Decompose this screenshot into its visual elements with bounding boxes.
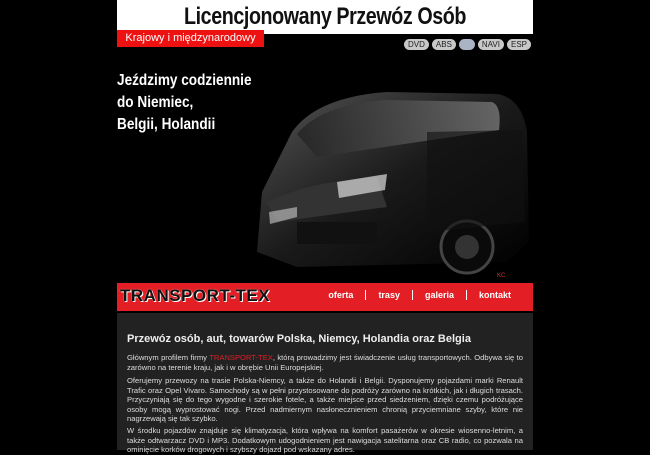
feature-navi: NAVI bbox=[478, 39, 504, 50]
svg-text:KC: KC bbox=[497, 273, 506, 279]
snowflake-icon bbox=[459, 39, 475, 50]
hero-banner bbox=[117, 52, 533, 280]
nav-trasy[interactable]: trasy bbox=[365, 290, 412, 300]
nav-kontakt[interactable]: kontakt bbox=[466, 290, 523, 300]
company-link[interactable]: TRANSPORT-TEX bbox=[209, 353, 273, 362]
feature-dvd: DVD bbox=[404, 39, 429, 50]
paragraph-routes: Oferujemy przewozy na trasie Polska-Niemcy, a także do Holandii i Belgii. Dysponujemy pojazdami marki Renault Trafic oraz Opel Vivaro. Samochody są w pełni przystosowane do podróży zarówno na krótkich, jak i długich trasach. Przyczyniają się do tego wygodne i szerokie fotele, a także miejsce przed siedzeniem, dzięki czemu podróżujące osoby mogą wyprostować nogi. Przed nadmiernym nasłonecznieniem chronią przyciemniane szyby, które nie nagrzewają się tak szybko. bbox=[127, 376, 523, 423]
page bbox=[117, 0, 533, 454]
site-title: Licencjonowany Przewóz Osób bbox=[183, 3, 467, 30]
brand-logo[interactable]: TRANSPORT-TEX bbox=[120, 286, 271, 305]
hero-line-2: do Niemiec, bbox=[117, 94, 194, 111]
paragraph-intro bbox=[127, 353, 523, 372]
hero-line-3: Belgii, Holandii bbox=[117, 116, 216, 133]
feature-badges bbox=[404, 39, 531, 50]
header-banner bbox=[117, 0, 533, 34]
paragraph-amenities: W środku pojazdów znajduje się klimatyzacja, która wpływa na komfort pasażerów w okresie wiosenno-letnim, a także odtwarzacz DVD i MP3. Dodatkowym udogodnieniem jest nawigacja satelitarna oraz CB radio, co pozwala na ominięcie korków drogowych i szybszy dojazd pod wskazany adres. bbox=[127, 426, 523, 454]
hero-line-1: Jeździmy codziennie bbox=[117, 72, 252, 89]
nav-galeria[interactable]: galeria bbox=[412, 290, 466, 300]
paragraph-intro-text-a: Głównym profilem firmy bbox=[127, 353, 210, 362]
main-navbar bbox=[117, 283, 533, 313]
nav-oferta[interactable]: oferta bbox=[328, 290, 354, 300]
content-heading: Przewóz osób, aut, towarów Polska, Niemcy, Holandia oraz Belgia bbox=[127, 333, 471, 345]
van-image bbox=[237, 72, 533, 280]
feature-esp: ESP bbox=[507, 39, 531, 50]
content-section bbox=[117, 313, 533, 454]
main-menu bbox=[316, 283, 523, 307]
feature-abs: ABS bbox=[432, 39, 456, 50]
subtitle-badge: Krajowy i międzynarodowy bbox=[117, 30, 264, 47]
paragraph-intro-text-b: , którą prowadzimy jest świadczenie usług transportowych. Odbywa się to zarówno na terenie kraju, jak i w obrębie Unii Europejskiej. bbox=[127, 353, 524, 372]
